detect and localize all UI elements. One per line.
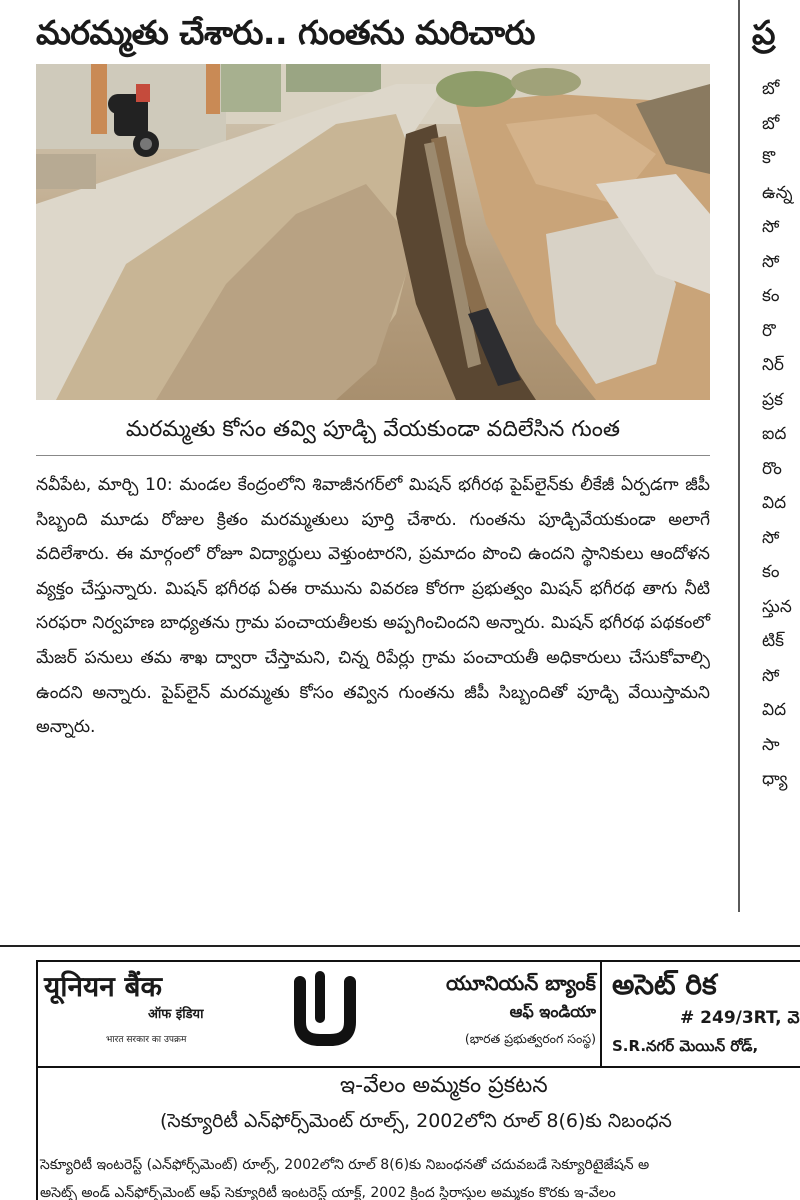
next-article-line: కొ: [762, 148, 776, 168]
auction-title: ఇ-వేలం అమ్మకం ప్రకటన: [340, 1073, 548, 1098]
bank-name-telugu-title: యూనియన్ బ్యాంక్: [446, 971, 596, 995]
photo-caption: మరమ్మతు కోసం తవ్వి పూడ్చి వేయకుండా వదిలేసిన గుంత: [125, 417, 621, 442]
next-article-line: బో: [762, 79, 780, 99]
next-article-line: ఉన్న: [762, 182, 793, 203]
next-article-line: సో: [762, 217, 780, 237]
branch-info: [612, 966, 800, 1060]
ad-vertical-divider: [600, 962, 602, 1066]
next-article-line: స్తున: [762, 596, 792, 617]
next-article-body: [762, 72, 800, 797]
article-headline: మరమ్మతు చేశారు.. గుంతను మరిచారు: [36, 13, 535, 52]
next-article-line: విద: [762, 700, 787, 720]
auction-text-line: సెక్యూరిటీ ఇంటరెస్ట్ (ఎన్‌ఫోర్స్‌మెంట్) రూల్స్, 2002లోని రూల్ 8(6)కు నిబంధనతో చదువబడే సెక్యూరిటైజేషన్ అ: [40, 1157, 650, 1173]
auction-text-line: అసెట్స్ అండ్ ఎన్‌ఫోర్స్‌మెంట్ ఆఫ్ సెక్యూరిటీ ఇంటరెస్ట్ యాక్ట్, 2002 క్రింద స్థిరాస్తుల అమ్మకం కొరకు ఇ-వేలం: [40, 1185, 616, 1200]
next-article-line: నిర్: [762, 355, 785, 375]
next-article-line: కం: [762, 286, 780, 306]
next-article-headline: ప్ర: [752, 13, 776, 52]
branch-address-2: S.R.నగర్ మెయిన్ రోడ్,: [612, 1037, 759, 1055]
next-article-line: విద: [762, 493, 787, 513]
next-article-line: ప్రక: [762, 389, 783, 410]
article-body: [36, 468, 710, 745]
bank-logo-icon: [286, 970, 364, 1048]
ad-separator: [0, 945, 800, 947]
bank-name-hindi: [44, 968, 272, 1045]
next-article-line: రొం: [762, 458, 782, 479]
next-article-line: కం: [762, 562, 780, 582]
next-article-line: సో: [762, 251, 780, 272]
bank-tagline-telugu: (భారత ప్రభుత్వరంగ సంస్థ): [464, 1031, 596, 1046]
next-article-line: సో: [762, 527, 780, 548]
bank-name-hindi-title: यूनियन बैंक: [44, 970, 163, 1003]
next-article-line: ధ్యా: [762, 769, 788, 789]
bank-tagline-hindi: भारत सरकार का उपक्रम: [106, 1035, 187, 1045]
next-article-line: సా: [762, 734, 780, 755]
next-article-line: బో: [762, 113, 780, 134]
branch-title: అసెట్ రిక: [612, 968, 717, 1001]
caption-divider: [36, 455, 710, 456]
article-photo: [36, 64, 710, 400]
next-article-line: సో: [762, 665, 780, 686]
next-article-line: టిక్: [762, 631, 784, 651]
bank-name-hindi-sub: ऑफ इंडिया: [148, 1007, 204, 1022]
branch-address-1: # 249/3RT, వె: [680, 1008, 800, 1028]
article-paragraph: నవీపేట, మార్చి 10: మండల కేంద్రంలోని శివాజీనగర్‌లో మిషన్ భగీరథ పైప్‌లైన్‌కు లీకేజీ ఏర్పడగా జీపీ సిబ్బంది మూడు రోజుల క్రితం మరమ్మతులు పూర్తి చేశారు. గుంతను పూడ్చివేయకుండా అలాగే వదిలేశారు. ఈ మార్గంలో రోజూ విద్యార్థులు వెళ్తుంటారని, ప్రమాదం పొంచి ఉందని స్థానికులు ఆందోళన వ్యక్తం చేస్తున్నారు. మిషన్ భగీరథ ఏఈ రామును వివరణ కోరగా ప్రభుత్వం మిషన్ భగీరథ తాగు నీటి సరఫరా నిర్వహణ బాధ్యతను గ్రామ పంచాయతీలకు అప్పగించిందని అన్నారు. మిషన్ భగీరథ పథకంలో మేజర్ పనులు తమ శాఖ ద్వారా చేస్తామని, చిన్న రిపేర్లు గ్రామ పంచాయతీ అధికారులు చేసుకోవాల్సి ఉందని అన్నారు. పైప్‌లైన్ మరమ్మతు కోసం తవ్విన గుంతను జీపీ సిబ్బందితో పూడ్చి వేయిస్తామని అన్నారు.: [36, 475, 710, 738]
next-article-line: ఐద: [762, 424, 787, 444]
auction-subtitle: (సెక్యూరిటీ ఎన్‌ఫోర్స్‌మెంట్ రూల్స్, 2002లోని రూల్ 8(6)కు నిబంధన: [160, 1110, 672, 1132]
bank-ad-header: [36, 960, 800, 1068]
bank-name-telugu: [370, 968, 596, 1052]
bank-name-telugu-sub: ఆఫ్ ఇండియా: [509, 1002, 596, 1021]
next-article-line: రొ: [762, 320, 776, 341]
column-divider: [738, 0, 740, 912]
